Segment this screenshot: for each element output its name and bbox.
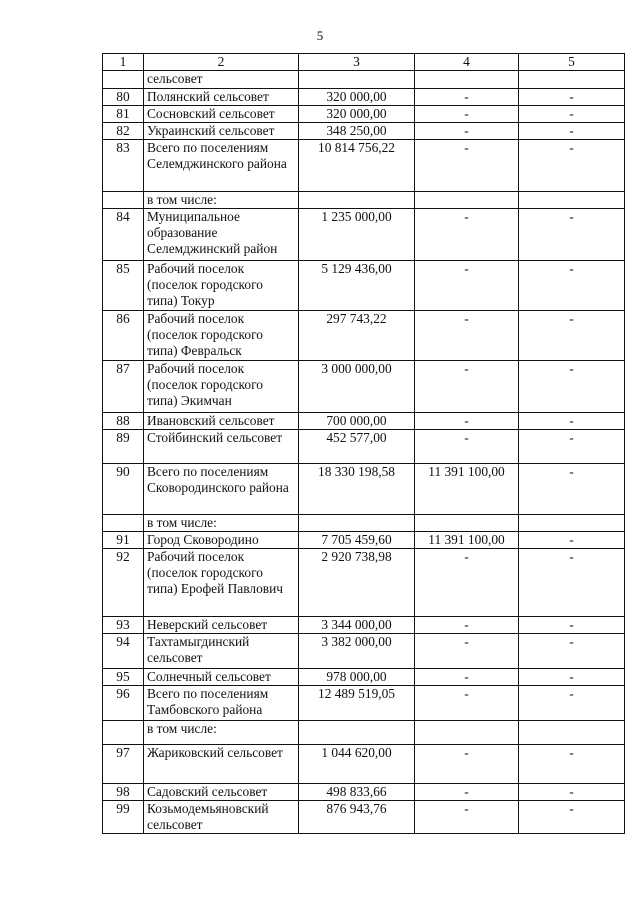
table-row: [103, 745, 625, 784]
table-row: [103, 669, 625, 686]
row-value-col4: -: [415, 430, 519, 464]
row-number: 90: [103, 464, 144, 515]
row-value-col4: -: [415, 686, 519, 721]
table-row: [103, 686, 625, 721]
table-row: [103, 464, 625, 515]
row-value-col3: 2 920 738,98: [299, 549, 415, 617]
row-number: 94: [103, 634, 144, 669]
row-value-col4: [415, 71, 519, 89]
row-value-col3: [299, 515, 415, 532]
header-col-5: 5: [519, 54, 625, 71]
row-value-col4: -: [415, 123, 519, 140]
table-row: [103, 413, 625, 430]
row-number: 85: [103, 261, 144, 311]
row-value-col3: 1 235 000,00: [299, 209, 415, 261]
table-row: [103, 209, 625, 261]
row-number: 95: [103, 669, 144, 686]
row-number: 96: [103, 686, 144, 721]
row-name: Неверский сельсовет: [144, 617, 299, 634]
header-col-3: 3: [299, 54, 415, 71]
row-value-col5: -: [519, 617, 625, 634]
row-value-col3: 297 743,22: [299, 311, 415, 361]
row-name: Стойбинский сельсовет: [144, 430, 299, 464]
row-value-col3: 18 330 198,58: [299, 464, 415, 515]
row-value-col5: -: [519, 464, 625, 515]
table-row: [103, 721, 625, 745]
row-name: в том числе:: [144, 192, 299, 209]
row-value-col3: [299, 721, 415, 745]
row-value-col3: 700 000,00: [299, 413, 415, 430]
row-value-col4: -: [415, 784, 519, 801]
row-number: 87: [103, 361, 144, 413]
table-row: [103, 430, 625, 464]
row-name: Полянский сельсовет: [144, 89, 299, 106]
row-value-col5: -: [519, 261, 625, 311]
table-row: [103, 549, 625, 617]
row-value-col3: [299, 71, 415, 89]
row-number: 92: [103, 549, 144, 617]
row-name: Солнечный сельсовет: [144, 669, 299, 686]
row-value-col4: [415, 192, 519, 209]
row-value-col5: -: [519, 361, 625, 413]
row-number: 82: [103, 123, 144, 140]
row-number: [103, 71, 144, 89]
row-value-col4: -: [415, 669, 519, 686]
row-number: 93: [103, 617, 144, 634]
row-value-col3: 7 705 459,60: [299, 532, 415, 549]
table-row: [103, 311, 625, 361]
row-value-col5: -: [519, 784, 625, 801]
table-row: [103, 89, 625, 106]
row-value-col4: -: [415, 106, 519, 123]
row-value-col5: [519, 721, 625, 745]
row-value-col3: [299, 192, 415, 209]
row-number: [103, 515, 144, 532]
row-value-col5: -: [519, 549, 625, 617]
header-row: [103, 54, 625, 71]
row-value-col4: 11 391 100,00: [415, 464, 519, 515]
row-name: Украинский сельсовет: [144, 123, 299, 140]
row-value-col4: [415, 515, 519, 532]
row-value-col5: [519, 71, 625, 89]
table-row: [103, 515, 625, 532]
row-name: Рабочий поселок (поселок городского типа) Экимчан: [144, 361, 299, 413]
row-name: Всего по поселениям Сковородинского района: [144, 464, 299, 515]
row-name: Жариковский сельсовет: [144, 745, 299, 784]
row-name: Садовский сельсовет: [144, 784, 299, 801]
row-number: 83: [103, 140, 144, 192]
page-number: 5: [316, 28, 324, 43]
row-value-col4: -: [415, 209, 519, 261]
row-value-col3: 3 000 000,00: [299, 361, 415, 413]
row-value-col3: 12 489 519,05: [299, 686, 415, 721]
row-number: 91: [103, 532, 144, 549]
row-name: Всего по поселениям Тамбовского района: [144, 686, 299, 721]
row-value-col4: -: [415, 140, 519, 192]
row-value-col3: 876 943,76: [299, 801, 415, 834]
row-number: 80: [103, 89, 144, 106]
row-value-col4: -: [415, 549, 519, 617]
table-row: [103, 261, 625, 311]
table-row: [103, 71, 625, 89]
table-body: [103, 54, 625, 834]
row-value-col4: -: [415, 413, 519, 430]
row-value-col3: 3 382 000,00: [299, 634, 415, 669]
table-row: [103, 784, 625, 801]
row-value-col5: -: [519, 532, 625, 549]
header-col-2: 2: [144, 54, 299, 71]
row-value-col3: 10 814 756,22: [299, 140, 415, 192]
row-value-col5: -: [519, 311, 625, 361]
row-number: 97: [103, 745, 144, 784]
row-value-col5: -: [519, 209, 625, 261]
row-value-col4: 11 391 100,00: [415, 532, 519, 549]
row-name: в том числе:: [144, 515, 299, 532]
row-value-col4: -: [415, 261, 519, 311]
row-name: Рабочий поселок (поселок городского типа) Токур: [144, 261, 299, 311]
row-value-col5: -: [519, 89, 625, 106]
row-name: Козьмодемьяновский сельсовет: [144, 801, 299, 834]
row-value-col5: -: [519, 634, 625, 669]
table-row: [103, 140, 625, 192]
row-value-col4: -: [415, 361, 519, 413]
row-value-col4: -: [415, 745, 519, 784]
row-value-col5: -: [519, 413, 625, 430]
row-value-col5: [519, 515, 625, 532]
row-value-col3: 498 833,66: [299, 784, 415, 801]
row-value-col4: -: [415, 311, 519, 361]
row-value-col4: [415, 721, 519, 745]
row-name: Ивановский сельсовет: [144, 413, 299, 430]
row-value-col4: -: [415, 89, 519, 106]
row-value-col4: -: [415, 801, 519, 834]
row-value-col3: 5 129 436,00: [299, 261, 415, 311]
row-name: Рабочий поселок (поселок городского типа) Февральск: [144, 311, 299, 361]
row-value-col5: -: [519, 669, 625, 686]
row-name: Город Сковородино: [144, 532, 299, 549]
row-value-col3: 348 250,00: [299, 123, 415, 140]
row-value-col5: -: [519, 140, 625, 192]
row-value-col3: 1 044 620,00: [299, 745, 415, 784]
table-row: [103, 123, 625, 140]
table-row: [103, 106, 625, 123]
row-number: 88: [103, 413, 144, 430]
row-number: [103, 721, 144, 745]
row-name: Муниципальное образование Селемджинский район: [144, 209, 299, 261]
row-number: 99: [103, 801, 144, 834]
row-value-col5: -: [519, 686, 625, 721]
row-value-col5: [519, 192, 625, 209]
row-number: 89: [103, 430, 144, 464]
table-row: [103, 801, 625, 834]
row-name: в том числе:: [144, 721, 299, 745]
row-value-col3: 320 000,00: [299, 106, 415, 123]
row-number: 84: [103, 209, 144, 261]
row-number: [103, 192, 144, 209]
header-col-4: 4: [415, 54, 519, 71]
row-value-col3: 978 000,00: [299, 669, 415, 686]
row-value-col3: 3 344 000,00: [299, 617, 415, 634]
row-value-col3: 452 577,00: [299, 430, 415, 464]
row-value-col3: 320 000,00: [299, 89, 415, 106]
budget-table: [102, 53, 625, 834]
row-value-col4: -: [415, 617, 519, 634]
row-number: 98: [103, 784, 144, 801]
row-name: Сосновский сельсовет: [144, 106, 299, 123]
row-name: Рабочий поселок (поселок городского типа) Ерофей Павлович: [144, 549, 299, 617]
table-row: [103, 634, 625, 669]
row-name: сельсовет: [144, 71, 299, 89]
header-col-1: 1: [103, 54, 144, 71]
table-row: [103, 192, 625, 209]
row-value-col5: -: [519, 106, 625, 123]
row-name: Всего по поселениям Селемджинского района: [144, 140, 299, 192]
row-value-col5: -: [519, 430, 625, 464]
table-row: [103, 617, 625, 634]
row-value-col5: -: [519, 801, 625, 834]
table-row: [103, 361, 625, 413]
row-name: Тахтамыгдинский сельсовет: [144, 634, 299, 669]
row-value-col5: -: [519, 745, 625, 784]
row-value-col4: -: [415, 634, 519, 669]
row-number: 86: [103, 311, 144, 361]
table-row: [103, 532, 625, 549]
row-number: 81: [103, 106, 144, 123]
row-value-col5: -: [519, 123, 625, 140]
